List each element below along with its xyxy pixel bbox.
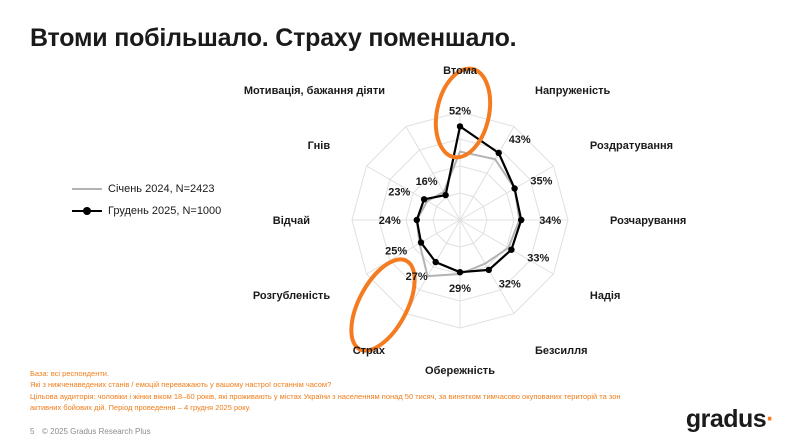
value-label: 43% xyxy=(508,134,531,147)
highlight-ellipse xyxy=(338,250,427,361)
chart-legend xyxy=(72,178,221,222)
value-label: 29% xyxy=(448,283,472,296)
footnote-audience: Цільова аудиторія: чоловіки і жінки віком 18–60 років, які проживають у містах України з населенням понад 50 тисяч, за винятком тимчасово окупованих територій та зон активних бойових дій. Період проведення – 4 грудня 2025 року. xyxy=(30,391,621,412)
axis-label: Надія xyxy=(589,290,621,302)
copyright-notice: © 2025 Gradus Research Plus xyxy=(42,427,151,436)
axis-label: Напруженість xyxy=(535,85,611,98)
value-label: 25% xyxy=(385,245,408,258)
brand-logo-text: gradus xyxy=(685,405,767,433)
legend-item-prev xyxy=(72,178,221,200)
axis-label: Гнів xyxy=(307,140,331,152)
axis-label: Мотивація, бажання діяти xyxy=(243,85,385,98)
axis-label: Роздратування xyxy=(589,140,674,152)
value-label: 27% xyxy=(405,270,428,283)
page-title: Втоми побільшало. Страху поменшало. xyxy=(30,24,517,52)
footnote-base: База: всі респонденти. xyxy=(30,369,110,378)
radar-chart-svg xyxy=(243,65,720,377)
footnotes xyxy=(30,368,650,413)
value-label: 16% xyxy=(415,176,438,189)
value-label: 24% xyxy=(378,215,401,227)
legend-item-curr xyxy=(72,200,221,222)
axis-label: Втома xyxy=(443,65,477,77)
axis-label: Безсилля xyxy=(535,344,588,357)
axis-label: Відчай xyxy=(272,215,310,227)
axis-label: Розгубленість xyxy=(252,290,331,302)
value-label: 32% xyxy=(498,278,521,291)
value-label: 23% xyxy=(388,186,411,199)
axis-label: Розчарування xyxy=(610,215,687,227)
legend-swatch-prev xyxy=(72,183,102,195)
legend-label-curr: Грудень 2025, N=1000 xyxy=(108,205,222,217)
brand-logo xyxy=(686,405,774,434)
legend-swatch-curr xyxy=(72,205,102,217)
value-label: 34% xyxy=(539,215,562,227)
value-label: 33% xyxy=(527,252,550,265)
axis-label: Страх xyxy=(352,344,385,357)
axis-label: Обережність xyxy=(425,365,495,377)
value-label: 52% xyxy=(448,105,472,118)
legend-label-prev: Січень 2024, N=2423 xyxy=(108,183,215,195)
brand-logo-dot: · xyxy=(766,405,774,433)
radar-chart xyxy=(243,65,720,377)
value-label: 35% xyxy=(530,175,553,188)
page-number: 5 xyxy=(30,427,35,436)
footnote-question: Які з нижченаведених станів / емоцій переважають у вашому настрої останнім часом? xyxy=(30,380,332,390)
